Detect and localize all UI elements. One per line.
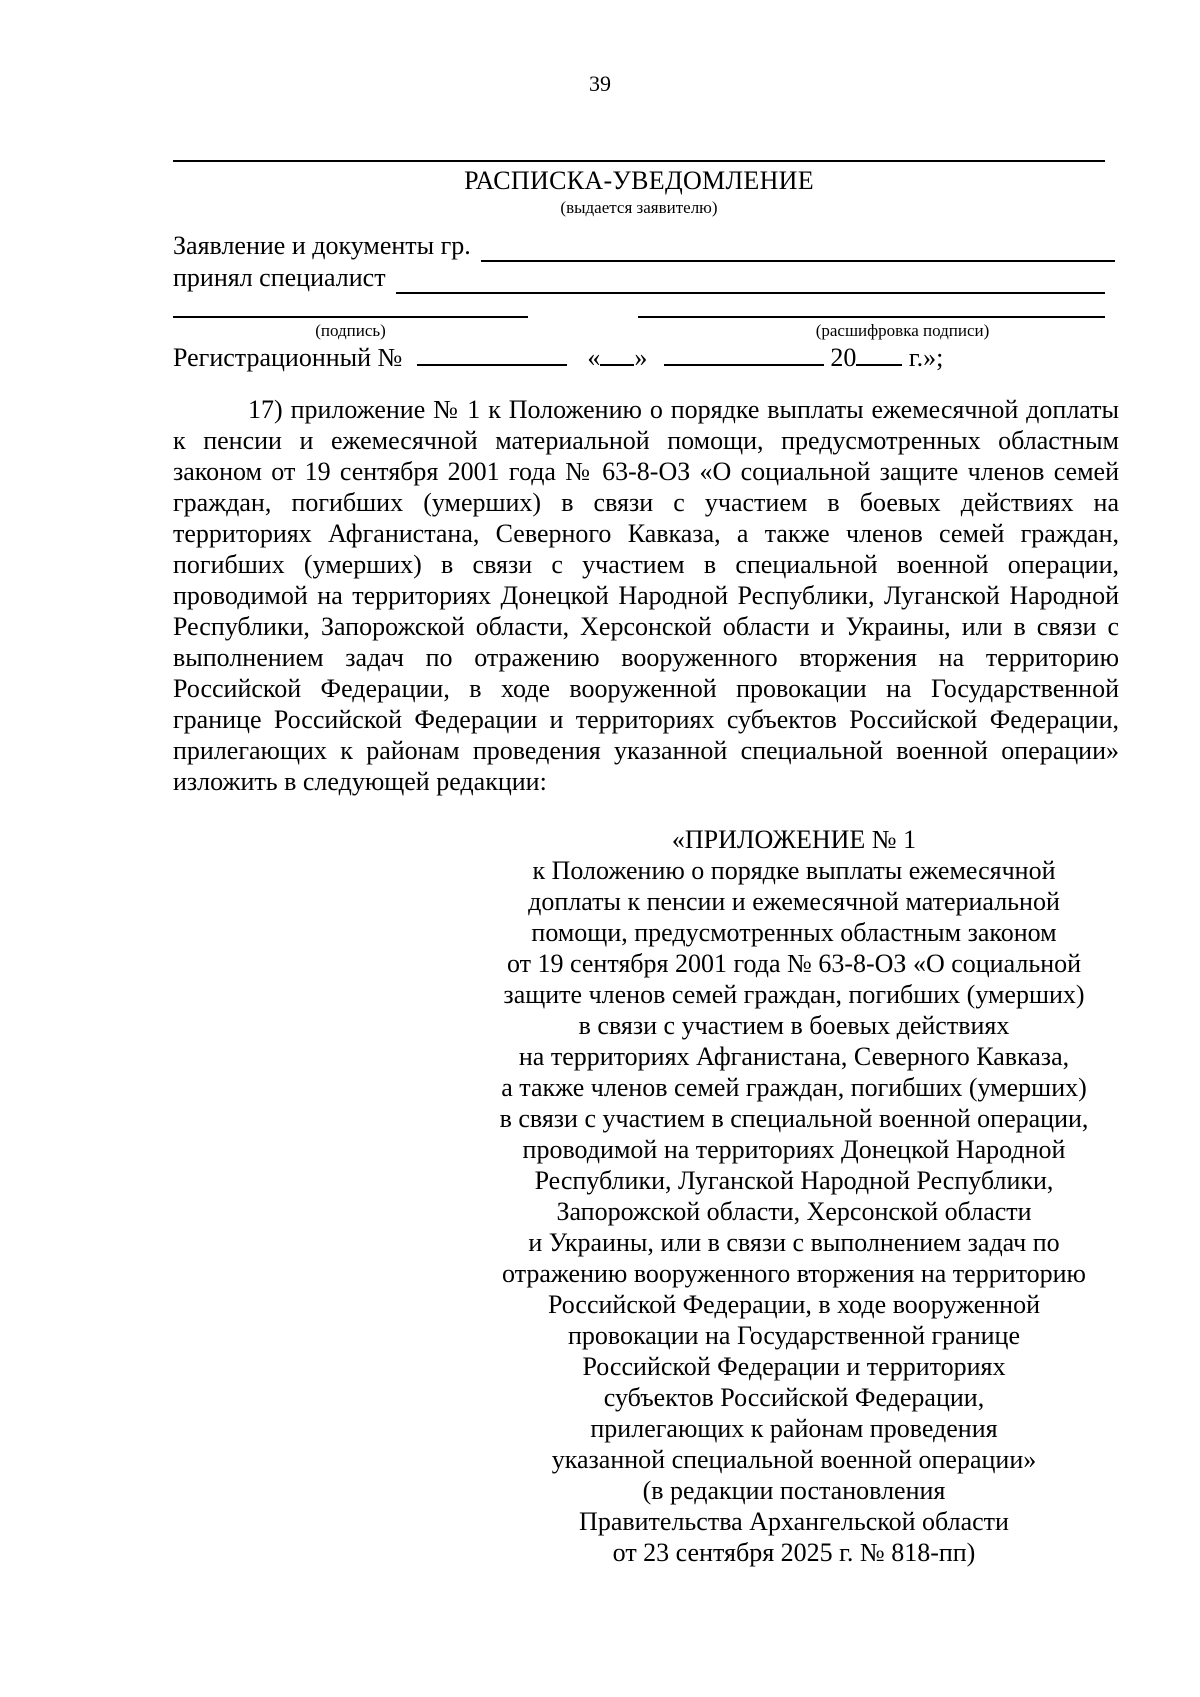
appendix-line: к Положению о порядке выплаты ежемесячной [532, 856, 1056, 885]
signature-caption: (подпись) [315, 321, 386, 340]
date-open-quote: « [587, 343, 601, 372]
appendix-line: провокации на Государственной границе [567, 1321, 1020, 1350]
appendix-heading-block [470, 824, 1118, 1568]
day-blank [600, 342, 634, 366]
appendix-line: от 23 сентября 2025 г. № 818-пп) [612, 1538, 976, 1567]
receipt-title: РАСПИСКА-УВЕДОМЛЕНИЕ [464, 166, 814, 195]
appendix-line: субъектов Российской Федерации, [603, 1383, 985, 1412]
appendix-line: указанной специальной военной операции» [551, 1445, 1037, 1474]
appendix-line: отражению вооруженного вторжения на территорию [502, 1259, 1086, 1288]
appendix-line: доплаты к пенсии и ежемесячной материальной [528, 887, 1060, 916]
year-prefix: 20 [830, 343, 857, 372]
appendix-line: защите членов семей граждан, погибших (умерших) [503, 980, 1085, 1009]
page-number: 39 [589, 71, 611, 96]
appendix-line: на территориях Афганистана, Северного Кавказа, [518, 1042, 1070, 1071]
registration-label: Регистрационный № [173, 343, 403, 372]
signature-decoding-caption: (расшифровка подписи) [815, 321, 990, 340]
appendix-line: в связи с участием в боевых действиях [578, 1011, 1010, 1040]
appendix-line: прилегающих к районам проведения [590, 1414, 998, 1443]
year-blank [856, 342, 902, 366]
appendix-line: Запорожской области, Херсонской области [556, 1197, 1032, 1226]
appendix-line: проводимой на территориях Донецкой Народной [522, 1135, 1066, 1164]
top-divider [173, 160, 1105, 162]
specialist-blank [396, 268, 1105, 294]
applicant-label: Заявление и документы гр. [173, 231, 471, 260]
applicant-blank [481, 236, 1115, 262]
registration-number-blank [417, 342, 567, 366]
month-blank [664, 342, 824, 366]
amendment-paragraph: 17) приложение № 1 к Положению о порядке выплаты ежемесячной доплаты к пенсии и ежемесячной материальной помощи, предусмотренных областным законом от 19 сентября 2001 года № 63-8-ОЗ «О социальной защите членов семей граждан, погибших (умерших) в связи с участием в боевых действиях на территориях Афганистана, Северного Кавказа, а также членов семей граждан, погибших (умерших) в связи с участием в специальной военной операции, проводимой на территориях Донецкой Народной Республики, Луганской Народной Республики, Запорожской области, Херсонской области и Украины, или в связи с выполнением задач по отражению вооруженного вторжения на территорию Российской Федерации, в ходе вооруженной провокации на Государственной границе Российской Федерации и территориях субъектов Российской Федерации, прилегающих к районам проведения указанной специальной военной операции» изложить в следующей редакции: [173, 395, 1119, 796]
appendix-line: а также членов семей граждан, погибших (умерших) [501, 1073, 1087, 1102]
signature-decoding-blank [638, 316, 1105, 318]
appendix-line: (в редакции постановления [642, 1476, 946, 1505]
appendix-line: и Украины, или в связи с выполнением задач по [528, 1228, 1060, 1257]
appendix-line: Российской Федерации, в ходе вооруженной [547, 1290, 1041, 1319]
appendix-line: Российской Федерации и территориях [582, 1352, 1006, 1381]
year-suffix: г.»; [908, 343, 944, 372]
date-close-quote: » [634, 343, 648, 372]
appendix-line: «ПРИЛОЖЕНИЕ № 1 [671, 825, 917, 854]
specialist-line [173, 262, 1105, 294]
applicant-line [173, 230, 1115, 262]
appendix-line: помощи, предусмотренных областным законом [531, 918, 1057, 947]
appendix-line: Республики, Луганской Народной Республики, [534, 1166, 1054, 1195]
signature-blank [173, 316, 528, 318]
receipt-subtitle: (выдается заявителю) [560, 198, 718, 217]
appendix-line: Правительства Архангельской области [579, 1507, 1009, 1536]
registration-line [173, 342, 1113, 374]
specialist-label: принял специалист [173, 263, 386, 292]
appendix-line: от 19 сентября 2001 года № 63-8-ОЗ «О социальной [506, 949, 1082, 978]
appendix-line: в связи с участием в специальной военной операции, [499, 1104, 1089, 1133]
